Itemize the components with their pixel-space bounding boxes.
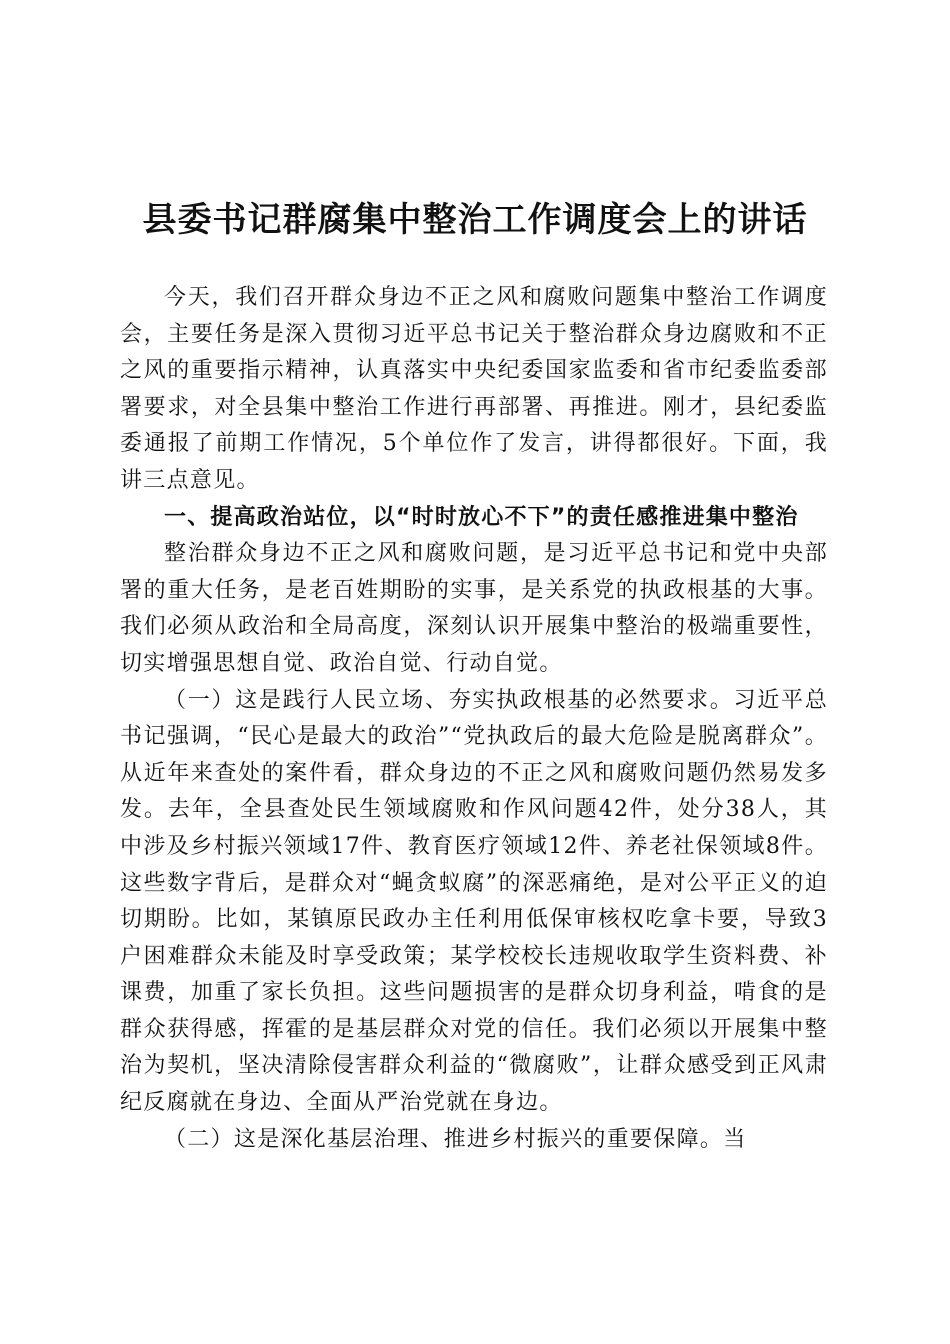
intro-paragraph: 今天，我们召开群众身边不正之风和腐败问题集中整治工作调度会，主要任务是深入贯彻习近平总书记关于整治群众身边腐败和不正之风的重要指示精神，认真落实中央纪委国家监委和省市纪委监委部署要求，对全县集中整治工作进行再部署、再推进。刚才，县纪委监委通报了前期工作情况，5个单位作了发言，讲得都很好。下面，我讲三点意见。 <box>120 285 828 493</box>
document-title: 县委书记群腐集中整治工作调度会上的讲话 <box>142 200 808 240</box>
section-heading-1: 一、提高政治站位，以“时时放心不下”的责任感推进集中整治 <box>164 504 799 530</box>
point-1-paragraph: （一）这是践行人民立场、夯实执政根基的必然要求。习近平总书记强调，“民心是最大的政治”“党执政后的最大危险是脱离群众”。从近年来查处的案件看，群众身边的不正之风和腐败问题仍然易发多发。去年，全县查处民生领域腐败和作风问题42件，处分38人，其中涉及乡村振兴领域17件、教育医疗领域12件、养老社保领域8件。这些数字背后，是群众对“蝇贪蚁腐”的深恶痛绝，是对公平正义的迫切期盼。比如，某镇原民政办主任利用低保审核权吃拿卡要，导致3户困难群众未能及时享受政策；某学校校长违规收取学生资料费、补课费，加重了家长负担。这些问题损害的是群众切身利益，啃食的是群众获得感，挥霍的是基层群众对党的信任。我们必须以开展集中整治为契机，坚决清除侵害群众利益的“微腐败”，让群众感受到正风肃纪反腐就在身边、全面从严治党就在身边。 <box>120 687 828 1116</box>
document-body <box>120 280 828 1158</box>
point-2-paragraph: （二）这是深化基层治理、推进乡村振兴的重要保障。当 <box>164 1126 747 1152</box>
section-1-intro-paragraph: 整治群众身边不正之风和腐败问题，是习近平总书记和党中央部署的重大任务，是老百姓期盼的实事，是关系党的执政根基的大事。我们必须从政治和全局高度，深刻认识开展集中整治的极端重要性，切实增强思想自觉、政治自觉、行动自觉。 <box>120 541 828 676</box>
